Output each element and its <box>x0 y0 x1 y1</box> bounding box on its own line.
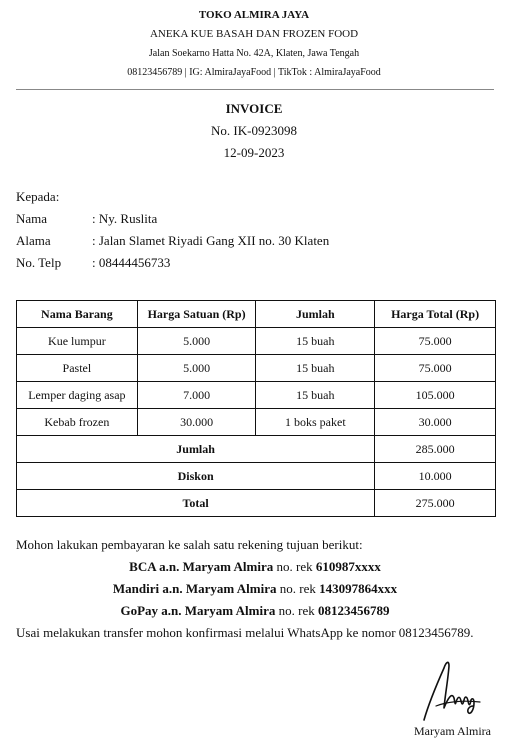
shop-name: TOKO ALMIRA JAYA <box>198 9 310 21</box>
payment-instructions <box>16 537 494 647</box>
col-header-item: Nama Barang <box>17 301 138 328</box>
summary-row-subtotal <box>17 436 496 463</box>
recipient-name-row <box>16 211 329 233</box>
total-value: 275.000 <box>375 490 496 517</box>
cell-quantity: 15 buah <box>256 328 375 355</box>
signer-name: Maryam Almira <box>414 724 491 738</box>
cell-item: Kue lumpur <box>17 328 138 355</box>
summary-row-discount <box>17 463 496 490</box>
account-holder: BCA a.n. Maryam Almira <box>129 559 274 574</box>
recipient-address-row <box>16 233 329 255</box>
subtotal-value: 285.000 <box>375 436 496 463</box>
bank-account-bca <box>16 559 494 581</box>
recipient-phone-label: No. Telp <box>16 255 62 270</box>
shop-address: Jalan Soekarno Hatta No. 42A, Klaten, Jawa Tengah <box>148 48 360 59</box>
cell-quantity: 15 buah <box>256 355 375 382</box>
invoice-date: 12-09-2023 <box>223 145 285 160</box>
shop-contact: 08123456789 | IG: AlmiraJayaFood | TikTok : AlmiraJayaFood <box>127 67 381 78</box>
cell-quantity: 15 buah <box>256 382 375 409</box>
account-number: 143097864xxx <box>319 581 398 596</box>
col-header-quantity: Jumlah <box>256 301 375 328</box>
payment-intro: Mohon lakukan pembayaran ke salah satu rekening tujuan berikut: <box>16 537 363 552</box>
bank-account-mandiri <box>16 581 494 603</box>
account-holder: Mandiri a.n. Maryam Almira <box>112 581 277 596</box>
invoice-title: INVOICE <box>225 101 283 116</box>
recipient-name-label: Nama <box>16 211 48 226</box>
table-row <box>17 328 496 355</box>
recipient-address-value: : Jalan Slamet Riyadi Gang XII no. 30 Klaten <box>92 233 330 248</box>
cell-item: Pastel <box>17 355 138 382</box>
items-table <box>16 300 496 517</box>
cell-item: Kebab frozen <box>17 409 138 436</box>
cell-total-price: 105.000 <box>375 382 496 409</box>
header-divider <box>16 89 494 90</box>
table-header-row <box>17 301 496 328</box>
account-number: 610987xxxx <box>315 559 381 574</box>
total-label: Total <box>17 490 375 517</box>
recipient-heading: Kepada: <box>16 189 60 204</box>
recipient-block <box>16 189 329 277</box>
cell-quantity: 1 boks paket <box>256 409 375 436</box>
handwritten-signature <box>418 656 484 724</box>
bank-account-gopay <box>16 603 494 625</box>
table-row <box>17 382 496 409</box>
account-holder: GoPay a.n. Maryam Almira <box>120 603 276 618</box>
recipient-phone-value: : 08444456733 <box>92 255 171 270</box>
invoice-number: No. IK-0923098 <box>211 123 297 138</box>
invoice-info <box>0 101 508 161</box>
account-mid: no. rek <box>275 603 318 618</box>
invoice-header <box>0 0 508 79</box>
table-row <box>17 409 496 436</box>
discount-value: 10.000 <box>375 463 496 490</box>
subtotal-label: Jumlah <box>17 436 375 463</box>
shop-tagline: ANEKA KUE BASAH DAN FROZEN FOOD <box>149 28 359 40</box>
cell-unit-price: 30.000 <box>137 409 256 436</box>
recipient-name-value: : Ny. Ruslita <box>92 211 158 226</box>
cell-unit-price: 7.000 <box>137 382 256 409</box>
cell-total-price: 30.000 <box>375 409 496 436</box>
cell-total-price: 75.000 <box>375 328 496 355</box>
account-number: 08123456789 <box>318 603 390 618</box>
account-mid: no. rek <box>276 581 320 596</box>
cell-unit-price: 5.000 <box>137 328 256 355</box>
summary-row-total <box>17 490 496 517</box>
discount-label: Diskon <box>17 463 375 490</box>
table-row <box>17 355 496 382</box>
recipient-address-label: Alama <box>16 233 51 248</box>
cell-unit-price: 5.000 <box>137 355 256 382</box>
payment-closing: Usai melakukan transfer mohon konfirmasi melalui WhatsApp ke nomor 08123456789. <box>16 625 474 640</box>
recipient-phone-row <box>16 255 329 277</box>
cell-total-price: 75.000 <box>375 355 496 382</box>
account-mid: no. rek <box>273 559 316 574</box>
col-header-total-price: Harga Total (Rp) <box>375 301 496 328</box>
cell-item: Lemper daging asap <box>17 382 138 409</box>
col-header-unit-price: Harga Satuan (Rp) <box>137 301 256 328</box>
